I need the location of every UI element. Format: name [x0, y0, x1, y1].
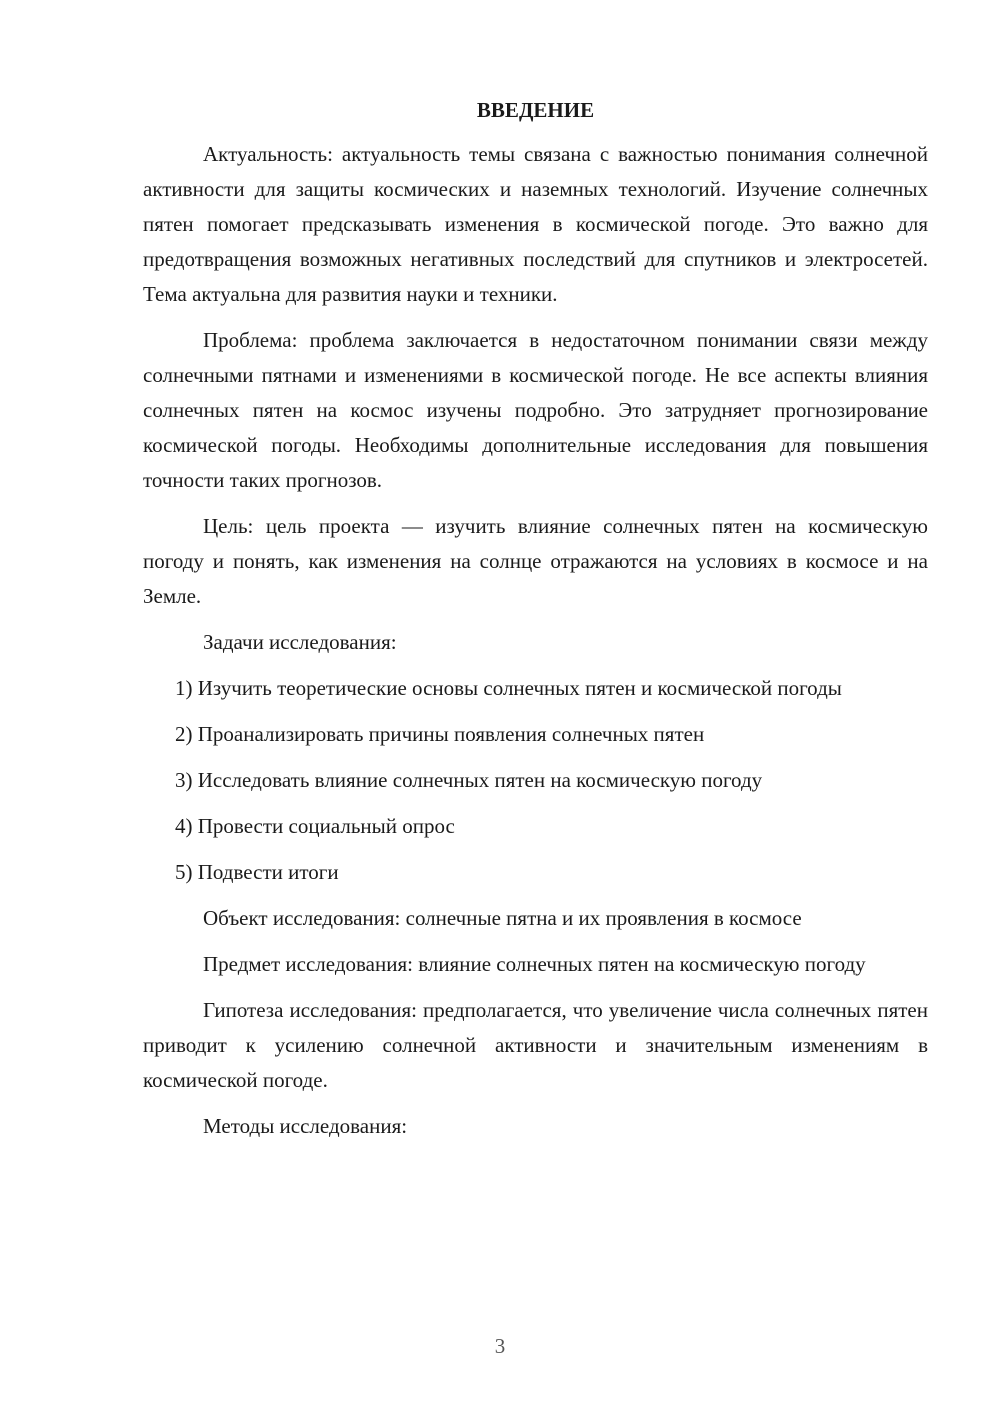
paragraph-problem: Проблема: проблема заключается в недостаточном понимании связи между солнечными пятнами и изменениями в космической погоде. Не все аспекты влияния солнечных пятен на космос изучены подробно. Это затрудняет прогнозирование космической погоды. Необходимы дополнительные исследования для повышения точности таких прогнозов.: [143, 328, 928, 492]
page-number: 3: [494, 1334, 506, 1358]
paragraph-relevance: Актуальность: актуальность темы связана с важностью понимания солнечной активности для защиты космических и наземных технологий. Изучение солнечных пятен помогает предсказывать изменения в космической погоде. Это важно для предотвращения возможных негативных последствий для спутников и электросетей. Тема актуальна для развития науки и техники.: [143, 142, 928, 306]
paragraph-object: Объект исследования: солнечные пятна и их проявления в космосе: [203, 906, 802, 930]
document-body: [143, 95, 928, 1155]
paragraph-tasks-heading: Задачи исследования:: [203, 630, 397, 654]
task-item-2: 2) Проанализировать причины появления солнечных пятен: [175, 722, 705, 746]
paragraph-goal: Цель: цель проекта — изучить влияние солнечных пятен на космическую погоду и понять, как изменения на солнце отражаются на условиях в космосе и на Земле.: [143, 514, 928, 608]
paragraph-methods-heading: Методы исследования:: [203, 1114, 408, 1138]
section-title: ВВЕДЕНИЕ: [476, 98, 595, 122]
task-item-5: 5) Подвести итоги: [175, 860, 339, 884]
paragraph-hypothesis: Гипотеза исследования: предполагается, что увеличение числа солнечных пятен приводит к усилению солнечной активности и значительным изменениям в космической погоде.: [143, 998, 928, 1092]
paragraph-subject: Предмет исследования: влияние солнечных пятен на космическую погоду: [203, 952, 866, 976]
task-item-3: 3) Исследовать влияние солнечных пятен на космическую погоду: [175, 768, 763, 792]
task-item-4: 4) Провести социальный опрос: [175, 814, 455, 838]
task-item-1: 1) Изучить теоретические основы солнечных пятен и космической погоды: [175, 676, 842, 700]
